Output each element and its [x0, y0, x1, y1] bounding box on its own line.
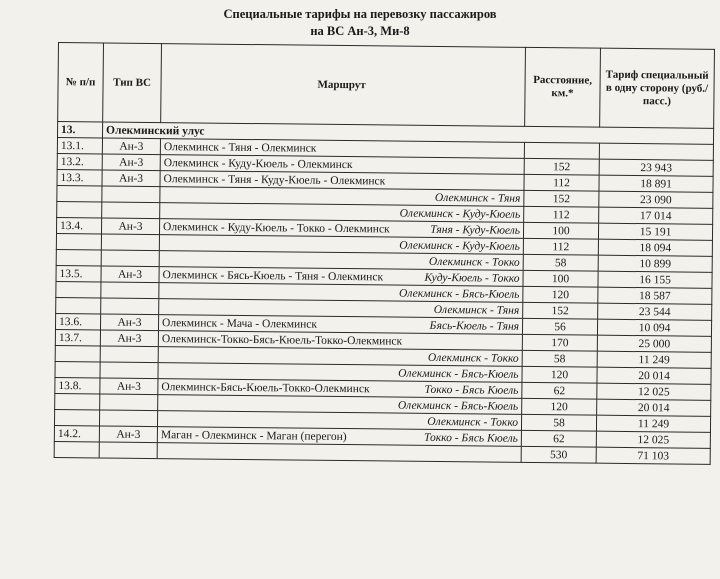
row-tariff: 15 191: [598, 223, 712, 240]
row-segment: Тяня - Куду-Кюель: [430, 223, 521, 237]
row-distance: 56: [522, 318, 597, 335]
row-tariff: 23 943: [599, 159, 713, 176]
row-distance: 530: [521, 446, 596, 463]
row-aircraft-type: [101, 282, 159, 299]
row-distance: 120: [522, 366, 597, 383]
row-tariff: 20 014: [597, 367, 711, 384]
row-tariff: 25 000: [597, 335, 711, 352]
row-tariff: 23 090: [599, 191, 713, 208]
row-aircraft-type: [100, 394, 158, 411]
row-aircraft-type: Ан-3: [102, 154, 160, 171]
row-tariff: 18 891: [599, 175, 713, 192]
row-aircraft-type: Ан-3: [100, 330, 158, 347]
row-segment: Токко - Бясь Кюель: [424, 431, 518, 445]
row-route: Олекминск - Куду-Кюель - Токко - Олекминск: [163, 220, 390, 235]
tariff-table: [54, 42, 715, 465]
row-segment: Олекминск - Куду-Кюель: [399, 207, 521, 221]
header-row: [58, 43, 715, 129]
row-aircraft-type: Ан-3: [102, 170, 160, 187]
row-route: Олекминск - Бясь-Кюель - Тяня - Олекминск: [162, 268, 384, 283]
row-segment: Олекминск - Бясь-Кюель: [398, 367, 519, 381]
row-aircraft-type: [102, 202, 160, 219]
row-route: Олекминск-Токко-Бясь-Кюель-Токко-Олекминск: [161, 332, 403, 348]
row-segment: Токко - Бясь Кюель: [424, 383, 519, 397]
row-distance: 100: [523, 270, 598, 287]
header-distance: Расстояние, км.*: [525, 47, 601, 127]
row-tariff: 16 155: [598, 271, 712, 288]
row-distance: 152: [524, 158, 599, 175]
row-distance: 58: [523, 254, 598, 271]
header-type: Тип ВС: [103, 43, 162, 123]
row-distance: 62: [521, 430, 596, 447]
row-tariff: 71 103: [596, 447, 710, 464]
tariff-table-wrapper: [54, 42, 715, 465]
row-tariff: 20 014: [597, 399, 711, 416]
row-segment: Олекминск - Бясь-Кюель: [397, 399, 519, 413]
row-num: [54, 441, 99, 457]
row-aircraft-type: [101, 234, 159, 251]
row-num: 13.4.: [56, 217, 101, 233]
row-aircraft-type: [101, 250, 159, 267]
row-distance: [524, 142, 599, 159]
row-tariff: 18 094: [598, 239, 712, 256]
section-name: Олекминский улус: [102, 122, 713, 144]
row-distance: 112: [524, 174, 599, 191]
row-route: Маган - Олекминск - Маган (перегон): [160, 428, 347, 443]
row-num: 13.6.: [55, 313, 100, 329]
row-distance: 62: [522, 382, 597, 399]
row-segment: Олекминск - Тяня: [434, 191, 521, 205]
row-num: [56, 249, 101, 265]
header-route: Маршрут: [161, 44, 526, 127]
row-aircraft-type: Ан-3: [102, 138, 160, 155]
row-distance: 120: [523, 286, 598, 303]
row-route: Олекминск-Бясь-Кюель-Токко-Олекминск: [161, 380, 370, 395]
row-distance: 152: [524, 190, 599, 207]
row-num: [56, 233, 101, 249]
row-segment: Олекминск - Бясь-Кюель: [398, 287, 520, 301]
row-distance: 58: [522, 350, 597, 367]
row-segment: Куду-Кюель - Токко: [424, 271, 520, 285]
row-tariff: 12 025: [597, 383, 711, 400]
row-num: [56, 297, 101, 313]
section-num: 13.: [57, 122, 102, 138]
row-tariff: 18 587: [598, 287, 712, 304]
row-route: Олекминск - Тяня - Куду-Кюель - Олекминск: [163, 172, 386, 187]
row-aircraft-type: [99, 410, 157, 427]
row-tariff: 12 025: [596, 431, 710, 448]
row-tariff: 23 544: [598, 303, 712, 320]
row-tariff: 17 014: [599, 207, 713, 224]
header-tariff: Тариф специальный в одну сторону (руб./пасс.): [600, 48, 715, 128]
document-title: [0, 6, 720, 40]
row-aircraft-type: Ан-3: [99, 426, 157, 443]
row-num: 13.8.: [55, 377, 100, 393]
row-num: [56, 281, 101, 297]
row-distance: 120: [522, 398, 597, 415]
row-aircraft-type: [101, 298, 159, 315]
header-num: № п/п: [58, 43, 104, 122]
row-distance: 112: [523, 238, 598, 255]
row-segment: Олекминск - Токко: [428, 255, 520, 269]
row-tariff: 10 094: [597, 319, 711, 336]
row-distance: 112: [524, 206, 599, 223]
row-route: Олекминск - Тяня - Олекминск: [163, 140, 317, 155]
row-segment: Олекминск - Токко: [427, 351, 519, 365]
row-aircraft-type: Ан-3: [101, 266, 159, 283]
row-tariff: 11 249: [597, 351, 711, 368]
row-segment: Бясь-Кюель - Тяня: [429, 319, 520, 333]
row-route: Олекминск - Куду-Кюель - Олекминск: [163, 156, 353, 171]
row-num: [55, 345, 100, 361]
row-route-cell: [157, 443, 521, 463]
row-num: [54, 409, 99, 425]
row-tariff: [599, 143, 713, 160]
row-distance: 58: [521, 414, 596, 431]
title-line-2: на ВС Ан-3, Ми-8: [310, 24, 410, 38]
row-num: [55, 361, 100, 377]
row-num: 13.5.: [56, 265, 101, 281]
row-distance: 152: [523, 302, 598, 319]
row-num: 13.3.: [57, 169, 102, 185]
row-segment: Олекминск - Токко: [427, 415, 519, 429]
title-line-1: Специальные тарифы на перевозку пассажиров: [223, 7, 497, 21]
row-num: [55, 393, 100, 409]
row-aircraft-type: [99, 442, 157, 459]
row-num: 14.2.: [54, 425, 99, 441]
row-aircraft-type: Ан-3: [100, 378, 158, 395]
row-num: 13.2.: [57, 153, 102, 169]
row-aircraft-type: [102, 186, 160, 203]
row-aircraft-type: [100, 362, 158, 379]
row-segment: Олекминск - Тяня: [433, 303, 520, 317]
row-aircraft-type: [100, 346, 158, 363]
row-segment: Олекминск - Куду-Кюель: [399, 239, 520, 253]
row-tariff: 10 899: [598, 255, 712, 272]
row-route: Олекминск - Мача - Олекминск: [162, 316, 318, 331]
row-tariff: 11 249: [596, 415, 710, 432]
row-aircraft-type: Ан-3: [100, 314, 158, 331]
row-num: 13.7.: [55, 329, 100, 345]
row-num: [57, 185, 102, 201]
row-distance: 100: [523, 222, 598, 239]
row-distance: 170: [522, 334, 597, 351]
row-aircraft-type: Ан-3: [101, 218, 159, 235]
row-num: 13.1.: [57, 138, 102, 154]
row-num: [57, 201, 102, 217]
